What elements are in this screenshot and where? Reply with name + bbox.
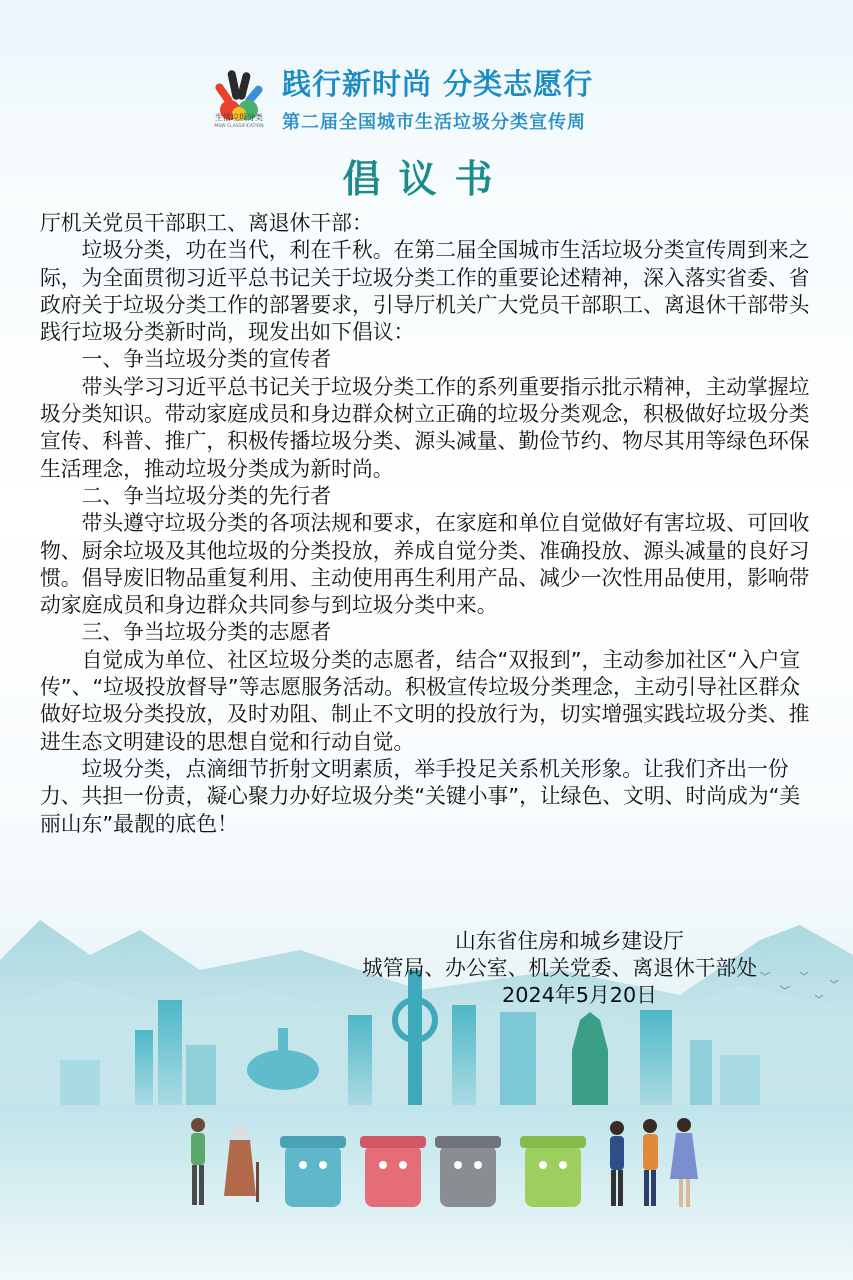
- section-paragraph: 带头学习习近平总书记关于垃圾分类工作的系列重要指示批示精神，主动掌握垃圾分类知识。带动家庭成员和身边群众树立正确的垃圾分类观念，积极做好垃圾分类宣传、科普、推广，积极传播垃圾分类、源头减量、勤俭节约、物尽其用等绿色环保生活理念，推动垃圾分类成为新时尚。: [40, 374, 810, 481]
- section-heading: 二、争当垃圾分类的先行者: [81, 483, 332, 508]
- document-body: [40, 210, 816, 838]
- recycle-bin-blue-icon: [280, 1136, 346, 1207]
- tower-building: [690, 1040, 712, 1105]
- kitchen-waste-bin-green-icon: [520, 1136, 586, 1207]
- tower-building: [452, 1005, 476, 1105]
- section-paragraph: 自觉成为单位、社区垃圾分类的志愿者，结合“双报到”，主动参加社区“入户宣传”、“垃圾投放督导”等志愿服务活动。积极宣传垃圾分类理念，主动引导社区群众做好垃圾分类投放，及时劝阻、制止不文明的投放行为，切实增强实践垃圾分类、推进生态文明建设的思想自觉和行动自觉。: [40, 647, 810, 754]
- signature-date: 2024年5月20日: [502, 983, 658, 1007]
- tower-building: [60, 1060, 100, 1105]
- tower-building: [278, 1028, 288, 1070]
- water-surface: [0, 1105, 853, 1280]
- section-heading: 一、争当垃圾分类的宣传者: [81, 347, 332, 372]
- other-waste-bin-gray-icon: [435, 1136, 501, 1207]
- tower-building: [348, 1015, 372, 1105]
- tower-building: [720, 1055, 760, 1105]
- tower-building: [158, 1000, 182, 1105]
- campaign-slogan: 践行新时尚 分类志愿行: [282, 67, 594, 101]
- closing-paragraph: 垃圾分类，点滴细节折射文明素质，举手投足关系机关形象。让我们齐出一份力、共担一份责，凝心聚力办好垃圾分类“关键小事”，让绿色、文明、时尚成为“美丽山东”最靓的底色！: [40, 756, 801, 836]
- signature-departments: 城管局、办公室、机关党委、离退休干部处: [362, 956, 758, 980]
- intro-paragraph: 垃圾分类，功在当代，利在千秋。在第二届全国城市生活垃圾分类宣传周到来之际，为全面贯彻习近平总书记关于垃圾分类工作的重要论述精神，深入落实省委、省政府关于垃圾分类工作的部署要求，引导厅机关广大党员干部职工、离退休干部带头践行垃圾分类新时尚，现发出如下倡议：: [40, 238, 810, 345]
- logo-english-caption: MSW CLASSIFICATION: [214, 124, 264, 129]
- signature-organization: 山东省住房和城乡建设厅: [455, 929, 684, 953]
- tower-building: [640, 1010, 672, 1105]
- campaign-subtitle: 第二届全国城市生活垃圾分类宣传周: [282, 112, 586, 133]
- logo-caption: 生活垃圾分类: [215, 113, 263, 122]
- tower-building: [500, 1012, 536, 1105]
- tower-building: [135, 1030, 153, 1105]
- section-heading: 三、争当垃圾分类的志愿者: [81, 620, 332, 645]
- hazardous-bin-red-icon: [360, 1136, 426, 1207]
- tower-building: [186, 1045, 216, 1105]
- section-paragraph: 带头遵守垃圾分类的各项法规和要求，在家庭和单位自觉做好有害垃圾、可回收物、厨余垃圾及其他垃圾的分类投放，养成自觉分类、准确投放、源头减量的良好习惯。倡导废旧物品重复利用、主动使用再生利用产品、减少一次性用品使用，影响带动家庭成员和身边群众共同参与到垃圾分类中来。: [40, 511, 810, 618]
- document-title: 倡议书: [342, 157, 511, 201]
- header: [208, 58, 668, 138]
- salutation: 厅机关党员干部职工、离退休干部：: [40, 211, 373, 235]
